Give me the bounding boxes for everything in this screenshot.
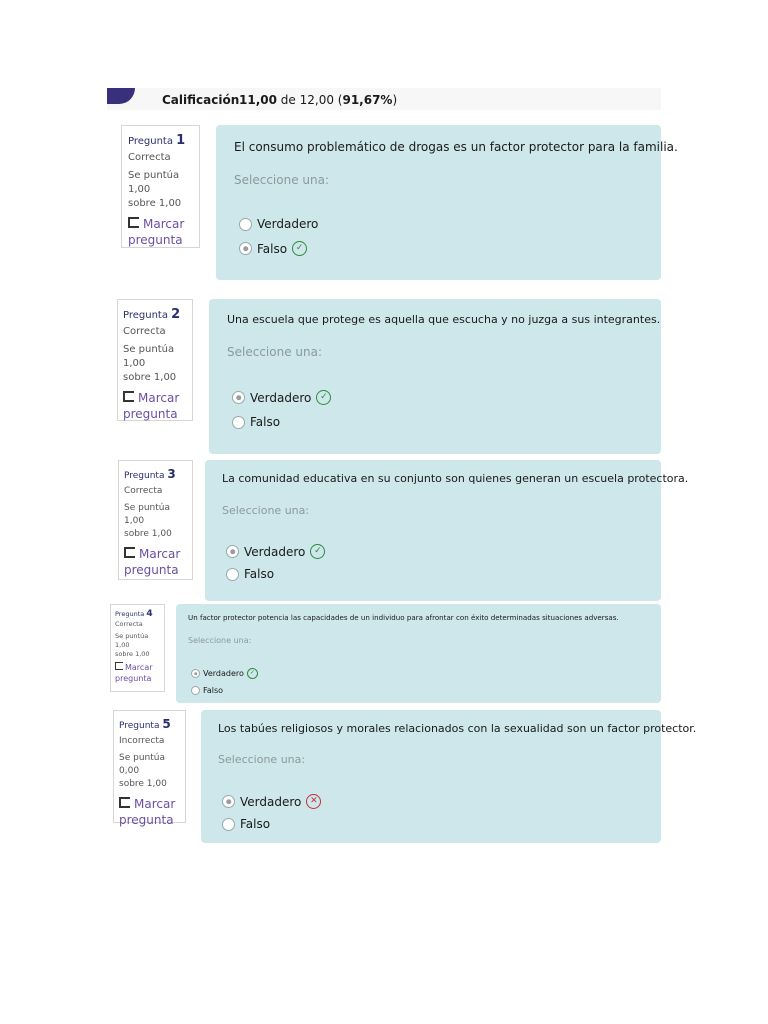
flag-label-line2: pregunta [119, 813, 174, 827]
flag-icon [119, 797, 130, 808]
question-info [113, 710, 186, 827]
question-content [209, 299, 661, 454]
option-label: Falso [203, 686, 224, 695]
question-info [118, 460, 193, 580]
option-verdadero[interactable] [226, 544, 325, 559]
question-label: Pregunta [119, 721, 160, 731]
option-verdadero[interactable] [222, 794, 321, 809]
radio-button-selected[interactable] [226, 545, 239, 558]
flag-question-button[interactable] [128, 216, 193, 248]
answer-prompt: Seleccione una: [222, 504, 310, 517]
question-state: Correcta [128, 152, 171, 163]
question-number: 2 [171, 307, 181, 322]
answer-prompt: Seleccione una: [234, 173, 329, 187]
question-content [205, 460, 689, 601]
question-text: El consumo problemático de drogas es un factor protector para la familia. [234, 140, 678, 154]
check-icon: ✓ [247, 668, 258, 679]
question-score [128, 169, 193, 211]
answer-prompt: Seleccione una: [227, 345, 322, 359]
option-verdadero[interactable] [191, 668, 258, 679]
question-text: Un factor protector potencia las capacidades de un individuo para afrontar con éxito determinadas situaciones adversas. [188, 613, 619, 622]
flag-label-line2: pregunta [128, 233, 183, 247]
option-verdadero[interactable] [239, 217, 318, 231]
option-falso[interactable] [232, 415, 280, 429]
question-info [110, 604, 165, 692]
flag-label-line1: Marcar [139, 547, 181, 561]
question-state: Correcta [124, 486, 163, 496]
question-score [119, 752, 180, 791]
flag-question-button[interactable] [119, 796, 180, 828]
question-score [124, 502, 187, 541]
question-score-line2: sobre 1,00 [128, 198, 182, 209]
option-label: Verdadero [244, 544, 306, 559]
incorrect-icon: ✕ [306, 794, 321, 809]
radio-button[interactable] [222, 818, 235, 831]
radio-button-selected[interactable] [191, 669, 200, 678]
option-label: Verdadero [250, 390, 312, 405]
question-state: Correcta [123, 326, 166, 337]
flag-label-line2: pregunta [115, 674, 152, 683]
question-score-line2: sobre 1,00 [123, 372, 177, 383]
question-score-line2: sobre 1,00 [119, 779, 167, 789]
radio-button[interactable] [191, 686, 200, 695]
radio-button[interactable] [232, 416, 245, 429]
option-label: Verdadero [203, 669, 244, 678]
question-number: 1 [176, 133, 186, 148]
flag-question-button[interactable] [124, 546, 187, 578]
option-verdadero[interactable] [232, 390, 331, 405]
question-text: Una escuela que protege es aquella que escucha y no juzga a sus integrantes. [227, 313, 661, 326]
check-icon: ✓ [292, 241, 307, 256]
flag-label-line1: Marcar [134, 797, 176, 811]
question-state: Incorrecta [119, 736, 165, 746]
question-info [117, 299, 193, 421]
question-content [216, 125, 678, 280]
flag-question-button[interactable] [123, 390, 187, 422]
flag-icon [123, 391, 134, 402]
radio-button-selected[interactable] [222, 795, 235, 808]
question-score [115, 632, 160, 659]
option-falso[interactable] [191, 686, 223, 695]
grade-label: Calificación [162, 93, 240, 107]
flag-icon [115, 662, 123, 670]
flag-label-line1: Marcar [125, 663, 153, 672]
question-state: Correcta [115, 620, 143, 628]
grade-percent: 91,67% [342, 93, 393, 107]
flag-label-line2: pregunta [124, 563, 179, 577]
option-falso[interactable] [222, 817, 270, 831]
question-score-line2: sobre 1,00 [115, 650, 150, 658]
option-label: Falso [240, 817, 271, 831]
flag-icon [124, 547, 135, 558]
option-label: Falso [250, 415, 281, 429]
question-label: Pregunta [128, 136, 173, 147]
grade-value [239, 93, 397, 107]
check-icon: ✓ [316, 390, 331, 405]
answer-prompt: Seleccione una: [218, 753, 306, 766]
question-number: 5 [162, 717, 171, 731]
radio-button[interactable] [239, 218, 252, 231]
option-label: Falso [257, 241, 288, 256]
question-info [121, 125, 200, 248]
option-label: Verdadero [240, 794, 302, 809]
radio-button[interactable] [226, 568, 239, 581]
question-text: La comunidad educativa en su conjunto son quienes generan un escuela protectora. [222, 472, 689, 485]
option-falso[interactable] [239, 241, 307, 256]
question-score-line1: Se puntúa 1,00 [128, 170, 180, 195]
question-score-line1: Se puntúa 1,00 [115, 632, 149, 649]
option-label: Falso [244, 567, 275, 581]
radio-button-selected[interactable] [239, 242, 252, 255]
question-label: Pregunta [124, 471, 165, 481]
flag-question-button[interactable] [115, 662, 160, 684]
check-icon: ✓ [310, 544, 325, 559]
option-label: Verdadero [257, 217, 319, 231]
question-score-line2: sobre 1,00 [124, 529, 172, 539]
radio-button-selected[interactable] [232, 391, 245, 404]
question-number: 3 [167, 467, 176, 481]
answer-prompt: Seleccione una: [188, 636, 252, 645]
question-label: Pregunta [115, 610, 145, 618]
question-score [123, 343, 187, 385]
question-score-line1: Se puntúa 1,00 [123, 344, 175, 369]
question-text: Los tabúes religiosos y morales relacionados con la sexualidad son un factor protector. [218, 722, 697, 735]
grade-close: ) [392, 93, 398, 107]
question-number: 4 [146, 609, 153, 619]
grade-score: 11,00 [239, 93, 277, 107]
flag-icon [128, 217, 139, 228]
grade-of: de 12,00 ( [280, 93, 343, 107]
question-content [176, 604, 661, 703]
question-score-line1: Se puntúa 1,00 [124, 503, 170, 526]
question-score-line1: Se puntúa 0,00 [119, 753, 165, 776]
option-falso[interactable] [226, 567, 274, 581]
flag-label-line1: Marcar [143, 217, 185, 231]
question-content [201, 710, 697, 843]
question-label: Pregunta [123, 310, 168, 321]
flag-label-line2: pregunta [123, 407, 178, 421]
flag-label-line1: Marcar [138, 391, 180, 405]
